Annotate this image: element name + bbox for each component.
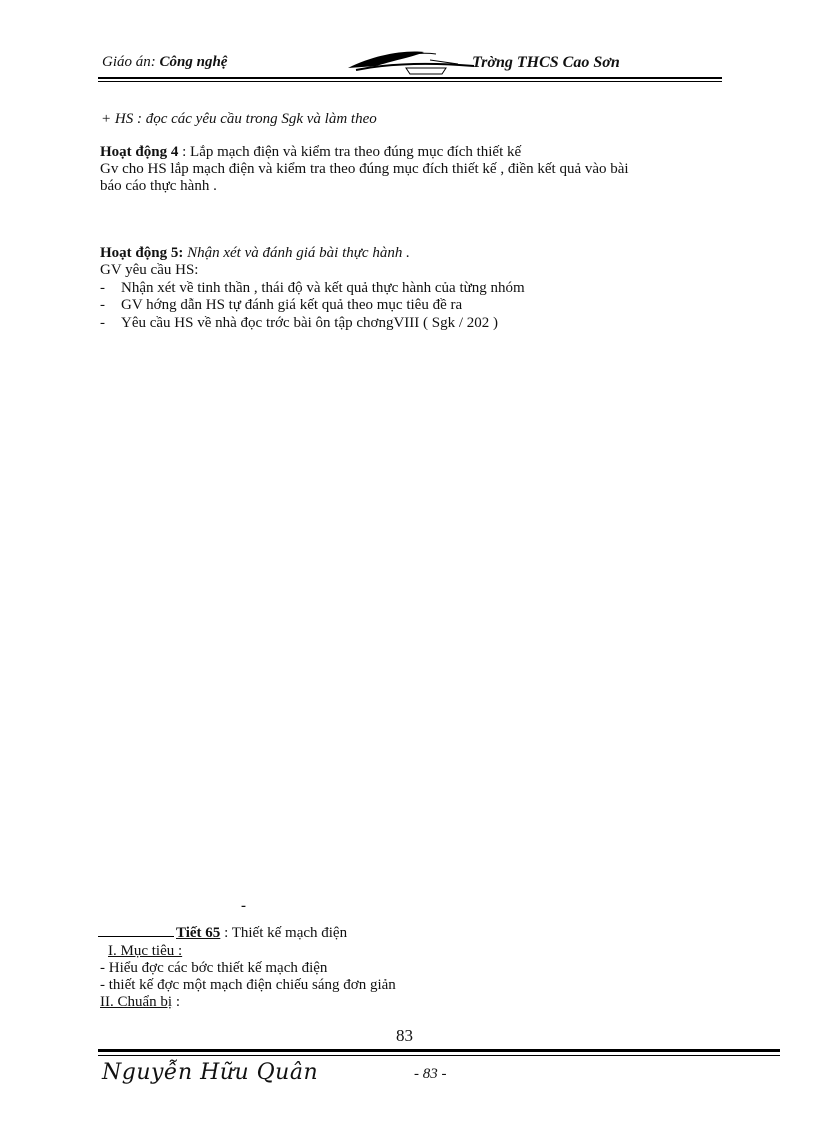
section-1-heading: I. Mục tiêu : <box>108 943 183 959</box>
section-2-heading <box>100 994 180 1010</box>
header-subject-prefix: Giáo án: <box>102 54 156 70</box>
lesson-label: Tiết 65 <box>176 925 221 941</box>
activity-5-title: Nhận xét và đánh giá bài thực hành . <box>183 245 410 261</box>
section-2-colon: : <box>172 994 180 1010</box>
gv-line: GV yêu cầu HS: <box>100 262 199 278</box>
list-item <box>100 315 105 331</box>
footer-rule-thin <box>98 1055 780 1056</box>
footer-rule <box>98 1049 780 1052</box>
list-item <box>100 297 105 313</box>
footer-page: - 83 - <box>414 1066 447 1082</box>
goal-1: - Hiểu đợc các bớc thiết kế mạch điện <box>100 960 328 976</box>
list-bullet: - <box>100 280 105 296</box>
header-rule <box>98 77 722 79</box>
activity-4-label: Hoạt động 4 <box>100 144 179 160</box>
list-item-text: Yêu cầu HS về nhà đọc trớc bài ôn tập chơngVIII ( Sgk / 202 ) <box>121 315 499 331</box>
list-bullet: - <box>100 297 105 313</box>
list-item-text: GV hớng dẫn HS tự đánh giá kết quả theo mục tiêu đề ra <box>121 297 463 313</box>
lesson-rule <box>98 936 174 937</box>
header-school: Trờng THCS Cao Sơn <box>472 54 620 71</box>
header-subject <box>102 54 227 71</box>
activity-4-heading <box>100 144 521 160</box>
list-bullet: - <box>100 315 105 331</box>
activity-4-title: : Lắp mạch điện và kiểm tra theo đúng mục đích thiết kế <box>178 144 522 160</box>
page-number: 83 <box>396 1026 413 1045</box>
section-2-label: II. Chuẩn bị <box>100 994 173 1010</box>
footer-author: Nguyễn Hữu Quân <box>102 1060 319 1085</box>
activity-4-line-3: báo cáo thực hành . <box>100 178 217 194</box>
goal-2: - thiết kế đợc một mạch điện chiếu sáng đơn giản <box>100 977 396 993</box>
separator-dash: - <box>241 898 246 914</box>
activity-4-line-2: Gv cho HS lắp mạch điện và kiểm tra theo đúng mục đích thiết kế , điền kết quả vào bài <box>100 161 629 177</box>
activity-5-heading <box>100 245 410 261</box>
header-rule-thin <box>98 81 722 82</box>
activity-5-label: Hoạt động 5: <box>100 245 184 261</box>
list-item-text: Nhận xét về tinh thần , thái độ và kết quả thực hành của từng nhóm <box>121 280 525 296</box>
list-item <box>100 280 105 296</box>
lesson-title: : Thiết kế mạch điện <box>220 925 348 941</box>
lesson-heading <box>176 925 347 941</box>
header-subject-name: Công nghệ <box>159 54 228 70</box>
hs-line: + HS : đọc các yêu cầu trong Sgk và làm theo <box>101 111 377 127</box>
